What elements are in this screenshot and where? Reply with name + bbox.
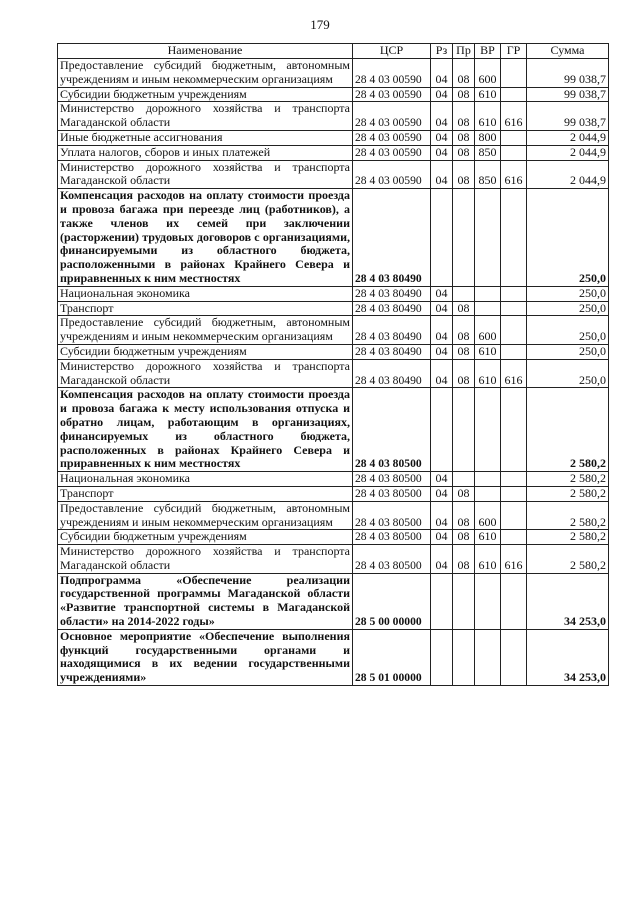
- cell-rz: 04: [431, 501, 453, 530]
- cell-gr: [501, 486, 527, 501]
- cell-sum: 250,0: [527, 189, 609, 287]
- table-row: [58, 344, 609, 359]
- cell-gr: [501, 286, 527, 301]
- cell-rz: [431, 573, 453, 629]
- cell-sum: 2 044,9: [527, 160, 609, 189]
- cell-sum: 2 580,2: [527, 501, 609, 530]
- cell-pr: 08: [453, 316, 475, 345]
- cell-csr: 28 4 03 00590: [353, 130, 431, 145]
- cell-pr: [453, 388, 475, 472]
- table-row: [58, 301, 609, 316]
- table-row: [58, 629, 609, 685]
- table-row: [58, 102, 609, 131]
- cell-sum: 2 580,2: [527, 545, 609, 574]
- cell-sum: 99 038,7: [527, 87, 609, 102]
- cell-vr: 610: [475, 344, 501, 359]
- cell-name: Национальная экономика: [58, 286, 353, 301]
- cell-pr: 08: [453, 486, 475, 501]
- cell-sum: 2 580,2: [527, 472, 609, 487]
- table-row: [58, 573, 609, 629]
- cell-rz: 04: [431, 359, 453, 388]
- cell-pr: 08: [453, 160, 475, 189]
- table-row: [58, 130, 609, 145]
- table-row: [58, 189, 609, 287]
- cell-sum: 250,0: [527, 316, 609, 345]
- cell-name: Компенсация расходов на оплату стоимости проезда и провоза багажа к месту использования отпуска и обратно лицам, работающим в организациях, финансируемых из областного бюджета, расположенных в районах Крайнего Севера и приравненных к ним местностях: [58, 388, 353, 472]
- cell-csr: 28 4 03 00590: [353, 102, 431, 131]
- cell-pr: 08: [453, 59, 475, 88]
- cell-csr: 28 4 03 80500: [353, 486, 431, 501]
- cell-name: Компенсация расходов на оплату стоимости проезда и провоза багажа при переезде лиц (работников), а также членов их семей при заключении (расторжении) трудовых договоров с организациями, финансируемыми из областного бюджета, расположенными в районах Крайнего Севера и приравненных к ним местностях: [58, 189, 353, 287]
- table-row: [58, 501, 609, 530]
- cell-sum: 34 253,0: [527, 629, 609, 685]
- cell-vr: 610: [475, 102, 501, 131]
- table-row: [58, 359, 609, 388]
- cell-vr: 850: [475, 160, 501, 189]
- cell-csr: 28 4 03 00590: [353, 145, 431, 160]
- cell-vr: 600: [475, 59, 501, 88]
- cell-rz: 04: [431, 530, 453, 545]
- cell-csr: 28 4 03 80500: [353, 388, 431, 472]
- cell-rz: 04: [431, 130, 453, 145]
- cell-name: Подпрограмма «Обеспечение реализации государственной программы Магаданской области «Развитие транспортной системы в Магаданской области» на 2014-2022 годы»: [58, 573, 353, 629]
- cell-vr: [475, 388, 501, 472]
- cell-sum: 250,0: [527, 286, 609, 301]
- cell-vr: [475, 486, 501, 501]
- cell-pr: [453, 472, 475, 487]
- cell-vr: 610: [475, 87, 501, 102]
- table-row: [58, 145, 609, 160]
- cell-gr: [501, 472, 527, 487]
- cell-csr: 28 4 03 80490: [353, 316, 431, 345]
- budget-table: [57, 43, 609, 686]
- table-row: [58, 472, 609, 487]
- cell-sum: 250,0: [527, 301, 609, 316]
- cell-rz: 04: [431, 316, 453, 345]
- table-row: [58, 530, 609, 545]
- cell-name: Национальная экономика: [58, 472, 353, 487]
- cell-csr: 28 4 03 00590: [353, 59, 431, 88]
- cell-name: Иные бюджетные ассигнования: [58, 130, 353, 145]
- cell-vr: 850: [475, 145, 501, 160]
- cell-gr: [501, 130, 527, 145]
- cell-name: Министерство дорожного хозяйства и транспорта Магаданской области: [58, 545, 353, 574]
- cell-vr: [475, 286, 501, 301]
- cell-rz: 04: [431, 145, 453, 160]
- cell-rz: 04: [431, 102, 453, 131]
- cell-pr: [453, 286, 475, 301]
- cell-pr: [453, 189, 475, 287]
- cell-csr: 28 4 03 00590: [353, 87, 431, 102]
- cell-sum: 250,0: [527, 344, 609, 359]
- cell-sum: 2 580,2: [527, 530, 609, 545]
- cell-vr: 610: [475, 545, 501, 574]
- header-name: Наименование: [58, 44, 353, 59]
- cell-pr: 08: [453, 87, 475, 102]
- cell-gr: [501, 301, 527, 316]
- cell-vr: 610: [475, 359, 501, 388]
- cell-csr: 28 5 01 00000: [353, 629, 431, 685]
- cell-sum: 99 038,7: [527, 59, 609, 88]
- table-row: [58, 286, 609, 301]
- cell-gr: [501, 189, 527, 287]
- cell-pr: 08: [453, 501, 475, 530]
- cell-rz: [431, 189, 453, 287]
- cell-sum: 34 253,0: [527, 573, 609, 629]
- cell-gr: 616: [501, 102, 527, 131]
- cell-name: Уплата налогов, сборов и иных платежей: [58, 145, 353, 160]
- table-row: [58, 388, 609, 472]
- cell-rz: [431, 388, 453, 472]
- cell-rz: [431, 629, 453, 685]
- cell-pr: [453, 573, 475, 629]
- cell-gr: 616: [501, 545, 527, 574]
- cell-csr: 28 4 03 80490: [353, 189, 431, 287]
- cell-gr: [501, 388, 527, 472]
- cell-pr: 08: [453, 102, 475, 131]
- cell-pr: [453, 629, 475, 685]
- table-row: [58, 160, 609, 189]
- table-row: [58, 545, 609, 574]
- table-row: [58, 316, 609, 345]
- header-sum: Сумма: [527, 44, 609, 59]
- cell-rz: 04: [431, 301, 453, 316]
- cell-name: Транспорт: [58, 486, 353, 501]
- cell-sum: 2 580,2: [527, 486, 609, 501]
- cell-name: Субсидии бюджетным учреждениям: [58, 344, 353, 359]
- cell-sum: 2 044,9: [527, 130, 609, 145]
- cell-pr: 08: [453, 359, 475, 388]
- cell-gr: 616: [501, 359, 527, 388]
- header-pr: Пр: [453, 44, 475, 59]
- cell-gr: [501, 629, 527, 685]
- cell-rz: 04: [431, 87, 453, 102]
- cell-vr: 610: [475, 530, 501, 545]
- cell-name: Предоставление субсидий бюджетным, автономным учреждениям и иным некоммерческим организациям: [58, 316, 353, 345]
- cell-csr: 28 4 03 80500: [353, 472, 431, 487]
- cell-sum: 2 580,2: [527, 388, 609, 472]
- cell-vr: 600: [475, 316, 501, 345]
- cell-gr: [501, 344, 527, 359]
- cell-rz: 04: [431, 486, 453, 501]
- cell-csr: 28 4 03 80490: [353, 286, 431, 301]
- cell-name: Основное мероприятие «Обеспечение выполнения функций государственными органами и находящимися в их ведении государственными учреждениями»: [58, 629, 353, 685]
- cell-pr: 08: [453, 301, 475, 316]
- cell-sum: 2 044,9: [527, 145, 609, 160]
- cell-vr: [475, 189, 501, 287]
- cell-pr: 08: [453, 145, 475, 160]
- cell-sum: 99 038,7: [527, 102, 609, 131]
- cell-rz: 04: [431, 286, 453, 301]
- cell-vr: [475, 573, 501, 629]
- cell-pr: 08: [453, 545, 475, 574]
- cell-csr: 28 4 03 80500: [353, 530, 431, 545]
- page-number: 179: [310, 17, 330, 32]
- cell-vr: [475, 472, 501, 487]
- cell-name: Транспорт: [58, 301, 353, 316]
- cell-csr: 28 4 03 80500: [353, 501, 431, 530]
- cell-vr: 600: [475, 501, 501, 530]
- cell-gr: [501, 316, 527, 345]
- cell-name: Субсидии бюджетным учреждениям: [58, 87, 353, 102]
- table-header-row: [58, 44, 609, 59]
- table-row: [58, 59, 609, 88]
- cell-name: Министерство дорожного хозяйства и транспорта Магаданской области: [58, 359, 353, 388]
- cell-rz: 04: [431, 545, 453, 574]
- cell-csr: 28 4 03 80490: [353, 359, 431, 388]
- cell-csr: 28 4 03 80490: [353, 301, 431, 316]
- table-body: [58, 59, 609, 686]
- cell-gr: [501, 573, 527, 629]
- cell-pr: 08: [453, 530, 475, 545]
- cell-rz: 04: [431, 472, 453, 487]
- header-csr: ЦСР: [353, 44, 431, 59]
- cell-vr: [475, 629, 501, 685]
- cell-rz: 04: [431, 59, 453, 88]
- cell-pr: 08: [453, 130, 475, 145]
- header-gr: ГР: [501, 44, 527, 59]
- cell-name: Министерство дорожного хозяйства и транспорта Магаданской области: [58, 102, 353, 131]
- table-row: [58, 486, 609, 501]
- cell-csr: 28 4 03 80490: [353, 344, 431, 359]
- cell-name: Субсидии бюджетным учреждениям: [58, 530, 353, 545]
- table-row: [58, 87, 609, 102]
- cell-csr: 28 5 00 00000: [353, 573, 431, 629]
- cell-pr: 08: [453, 344, 475, 359]
- cell-vr: 800: [475, 130, 501, 145]
- cell-gr: [501, 501, 527, 530]
- header-rz: Рз: [431, 44, 453, 59]
- cell-rz: 04: [431, 344, 453, 359]
- cell-gr: 616: [501, 160, 527, 189]
- cell-name: Министерство дорожного хозяйства и транспорта Магаданской области: [58, 160, 353, 189]
- cell-rz: 04: [431, 160, 453, 189]
- cell-name: Предоставление субсидий бюджетным, автономным учреждениям и иным некоммерческим организациям: [58, 59, 353, 88]
- cell-csr: 28 4 03 00590: [353, 160, 431, 189]
- cell-gr: [501, 59, 527, 88]
- header-vr: ВР: [475, 44, 501, 59]
- cell-gr: [501, 530, 527, 545]
- cell-vr: [475, 301, 501, 316]
- cell-csr: 28 4 03 80500: [353, 545, 431, 574]
- cell-name: Предоставление субсидий бюджетным, автономным учреждениям и иным некоммерческим организациям: [58, 501, 353, 530]
- cell-gr: [501, 145, 527, 160]
- cell-sum: 250,0: [527, 359, 609, 388]
- cell-gr: [501, 87, 527, 102]
